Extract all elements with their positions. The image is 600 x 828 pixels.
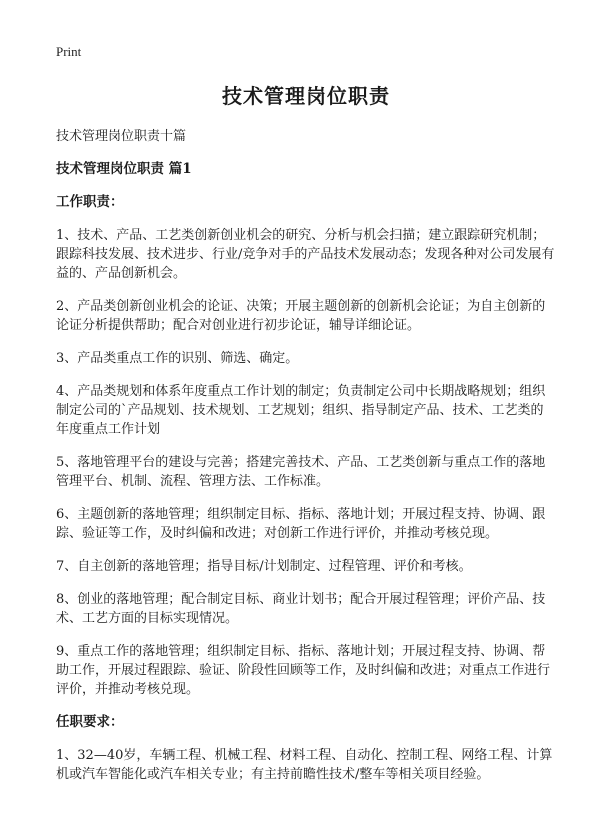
requirements-heading: 任职要求： — [56, 714, 124, 730]
document-subtitle: 技术管理岗位职责十篇 — [56, 129, 187, 144]
duties-heading: 工作职责： — [56, 194, 124, 210]
duty-item: 9、重点工作的落地管理；组织制定目标、指标、落地计划；开展过程支持、协调、帮助工作，开展过程跟踪、验证、阶段性回顾等工作，及时纠偏和改进；对重点工作进行评价，并推动考核兑现。 — [56, 644, 551, 697]
print-link[interactable]: Print — [56, 44, 82, 59]
duty-item: 7、自主创新的落地管理；指导目标/计划制定、过程管理、评价和考核。 — [56, 559, 472, 574]
document-title: 技术管理岗位职责 — [222, 84, 390, 108]
duty-item: 6、主题创新的落地管理；组织制定目标、指标、落地计划；开展过程支持、协调、跟踪、验证等工作，及时纠偏和改进；对创新工作进行评价，并推动考核兑现。 — [56, 507, 546, 541]
duty-item: 1、技术、产品、工艺类创新创业机会的研究、分析与机会扫描；建立跟踪研究机制；跟踪科技发展、技术进步、行业/竞争对手的产品技术发展动态；发现各种对公司发展有益的、产品创新机会。 — [56, 228, 555, 281]
requirement-item: 1、32—40岁，车辆工程、机械工程、材料工程、自动化、控制工程、网络工程、计算机或汽车智能化或汽车相关专业；有主持前瞻性技术/整车等相关项目经验。 — [56, 748, 553, 782]
duty-item: 3、产品类重点工作的识别、筛选、确定。 — [56, 351, 299, 366]
duty-item: 5、落地管理平台的建设与完善；搭建完善技术、产品、工艺类创新与重点工作的落地管理平台、机制、流程、管理方法、工作标准。 — [56, 455, 546, 489]
duty-item: 4、产品类规划和体系年度重点工作计划的制定；负责制定公司中长期战略规划；组织制定公司的`产品规划、技术规划、工艺规划；组织、指导制定产品、技术、工艺类的年度重点工作计划 — [56, 384, 546, 437]
duty-item: 2、产品类创新创业机会的论证、决策；开展主题创新的创新机会论证；为自主创新的论证分析提供帮助；配合对创业进行初步论证，辅导详细论证。 — [56, 299, 546, 333]
duty-item: 8、创业的落地管理；配合制定目标、商业计划书；配合开展过程管理；评价产品、技术、工艺方面的目标实现情况。 — [56, 592, 546, 626]
section-heading: 技术管理岗位职责 篇1 — [56, 161, 192, 177]
